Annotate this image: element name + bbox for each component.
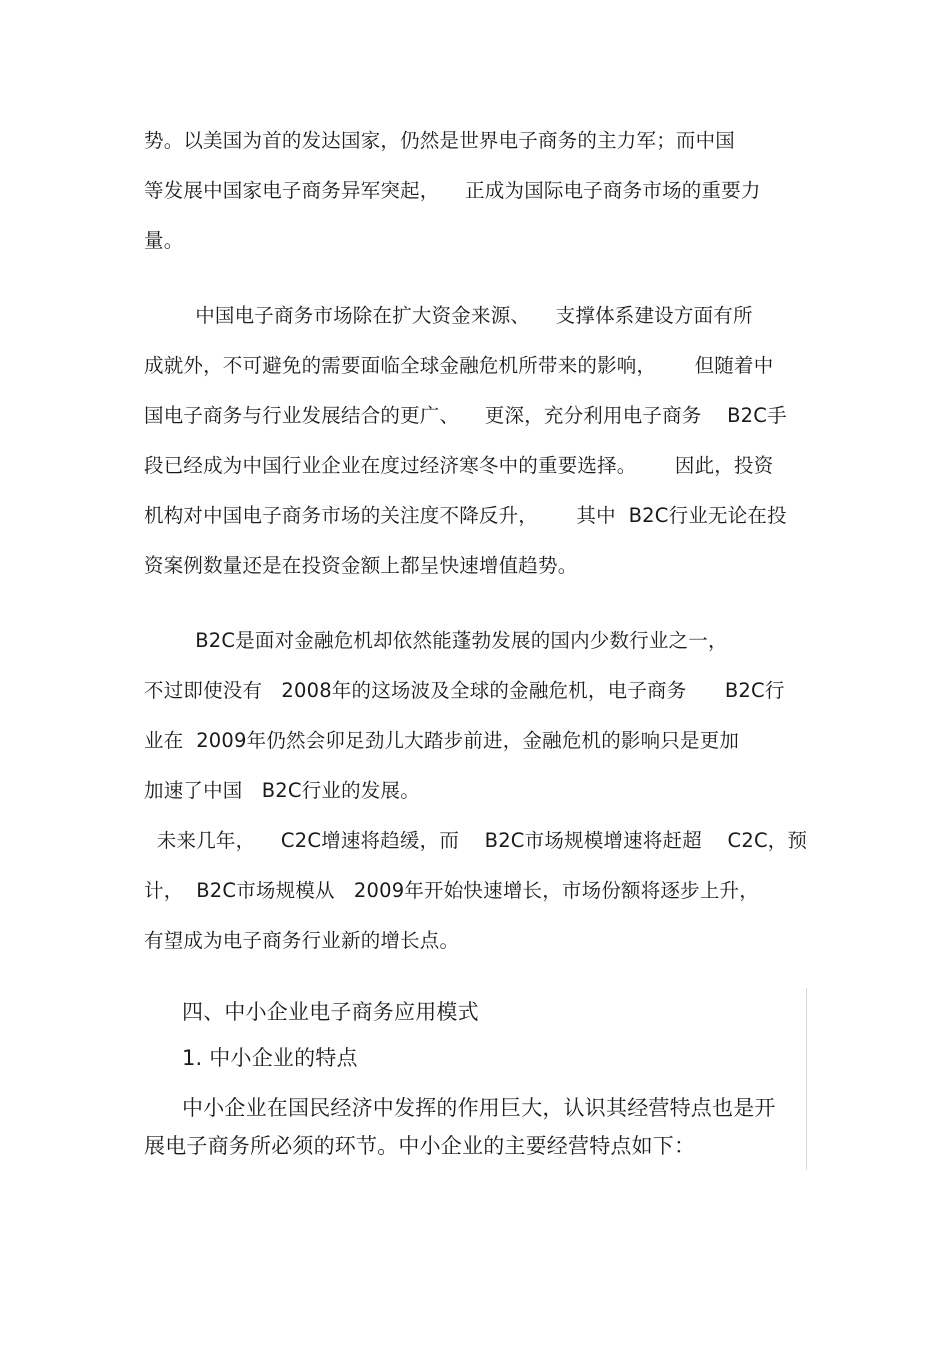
text-line: 加速了中国 B2C行业的发展。: [144, 779, 420, 802]
text-line: 成就外，不可避免的需要面临全球金融危机所带来的影响， 但随着中: [144, 354, 774, 377]
text-line: 国电子商务与行业发展结合的更广、 更深，充分利用电子商务 B2C手: [144, 404, 787, 427]
text-line: 计， B2C市场规模从 2009年开始快速增长，市场份额将逐步上升，: [144, 879, 759, 902]
section-heading: 四、中小企业电子商务应用模式: [182, 1000, 479, 1024]
text-line: 段已经成为中国行业企业在度过经济寒冬中的重要选择。 因此，投资: [144, 454, 774, 477]
text-line: 等发展中国家电子商务异军突起， 正成为国际电子商务市场的重要力: [144, 179, 761, 202]
text-line: B2C是面对金融危机却依然能蓬勃发展的国内少数行业之一，: [144, 629, 728, 652]
section-subheading: 1. 中小企业的特点: [182, 1046, 358, 1070]
text-line: 有望成为电子商务行业新的增长点。: [144, 929, 460, 952]
section-body-line: 展电子商务所必须的环节。中小企业的主要经营特点如下：: [144, 1134, 696, 1158]
text-line: 不过即使没有 2008年的这场波及全球的金融危机，电子商务 B2C行: [144, 679, 785, 702]
text-line: 业在 2009年仍然会卯足劲儿大踏步前进，金融危机的影响只是更加: [144, 729, 740, 752]
text-line: 机构对中国电子商务市场的关注度不降反升， 其中 B2C行业无论在投: [144, 504, 787, 527]
text-line: 未来几年， C2C增速将趋缓，而 B2C市场规模增速将赶超 C2C，预: [144, 829, 808, 852]
section-body-line: 中小企业在国民经济中发挥的作用巨大，认识其经营特点也是开: [182, 1096, 776, 1120]
text-line: 中国电子商务市场除在扩大资金来源、 支撑体系建设方面有所: [144, 304, 753, 327]
text-line: 资案例数量还是在投资金额上都呈快速增值趋势。: [144, 554, 578, 577]
text-line: 量。: [144, 229, 184, 252]
text-line: 势。以美国为首的发达国家，仍然是世界电子商务的主力军；而中国: [144, 129, 736, 152]
